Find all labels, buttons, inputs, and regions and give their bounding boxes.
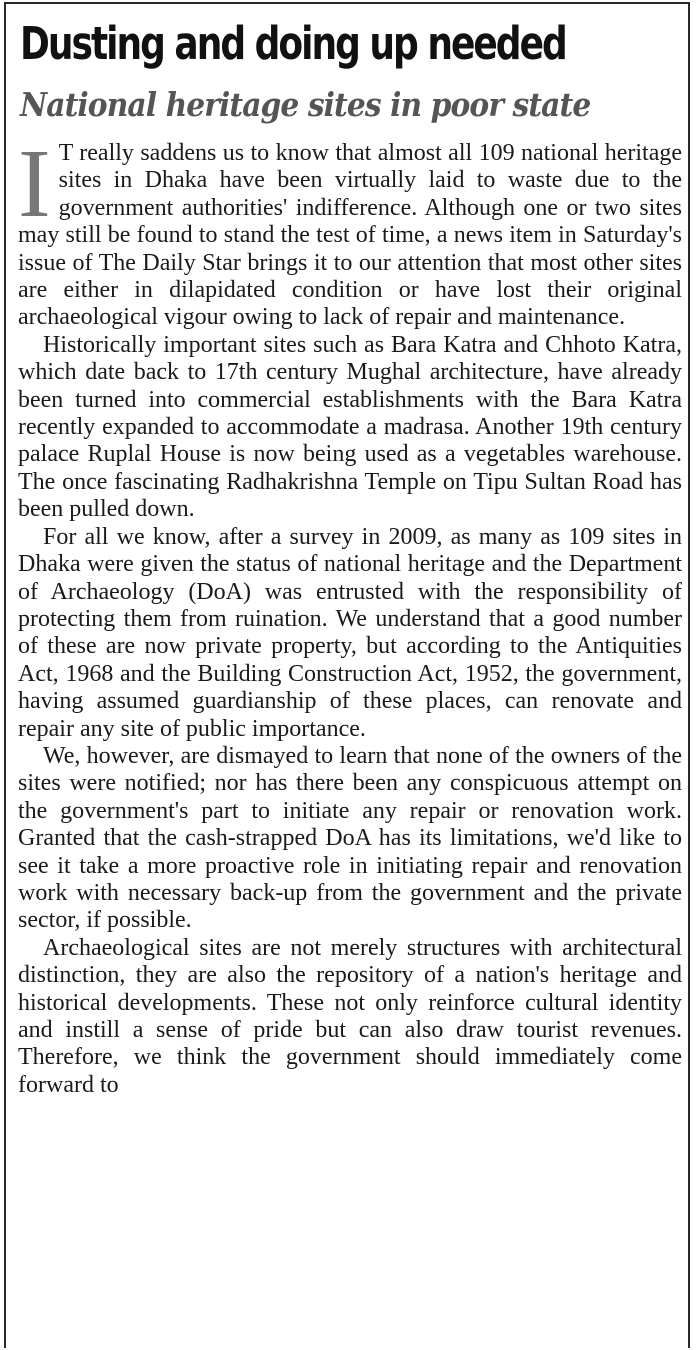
article-body (18, 130, 682, 1099)
paragraph-3: For all we know, after a survey in 2009, as many as 109 sites in Dhaka were given the status of national heritage and the Department of Archaeology (DoA) was entrusted with the responsibility of protecting them from ruination. We understand that a good number of these are now private property, but according to the Antiquities Act, 1968 and the Building Construction Act, 1952, the government, having assumed guardianship of these places, can renovate and repair any site of public importance. (18, 523, 682, 742)
paragraph-1 (18, 130, 682, 332)
paragraph-4: We, however, are dismayed to learn that none of the owners of the sites were notified; nor has there been any conspicuous attempt on the government's part to initiate any repair or renovation work. Granted that the cash-strapped DoA has its limitations, we'd like to see it take a more proactive role in initiating repair and renovation work with necessary back-up from the government and the private sector, if possible. (18, 742, 682, 934)
headline: Dusting and doing up needed (20, 17, 566, 70)
paragraph-2: Historically important sites such as Bara Katra and Chhoto Katra, which date back to 17th century Mughal architecture, have already been turned into commercial establishments with the Bara Katra recently expanded to accommodate a madrasa. Another 19th century palace Ruplal House is now being used as a vegetables warehouse. The once fascinating Radhakrishna Temple on Tipu Sultan Road has been pulled down. (18, 331, 682, 523)
paragraph-5: Archaeological sites are not merely structures with architectural distinction, they are also the repository of a nation's heritage and historical developments. These not only reinforce cultural identity and instill a sense of pride but can also draw tourist revenues. Therefore, we think the government should immediately come forward to (18, 934, 682, 1098)
paragraph-1-text: T really saddens us to know that almost all 109 national heritage sites in Dhaka have been virtually laid to waste due to the government authorities' indifference. Although one or two sites may still be found to stand the test of time, a news item in Saturday's issue of The Daily Star brings it to our attention that most other sites are either in dilapidated condition or have lost their original archaeological vigour owing to lack of repair and maintenance. (18, 140, 682, 331)
drop-cap: I (18, 130, 51, 238)
subheadline: National heritage sites in poor state (20, 85, 591, 124)
